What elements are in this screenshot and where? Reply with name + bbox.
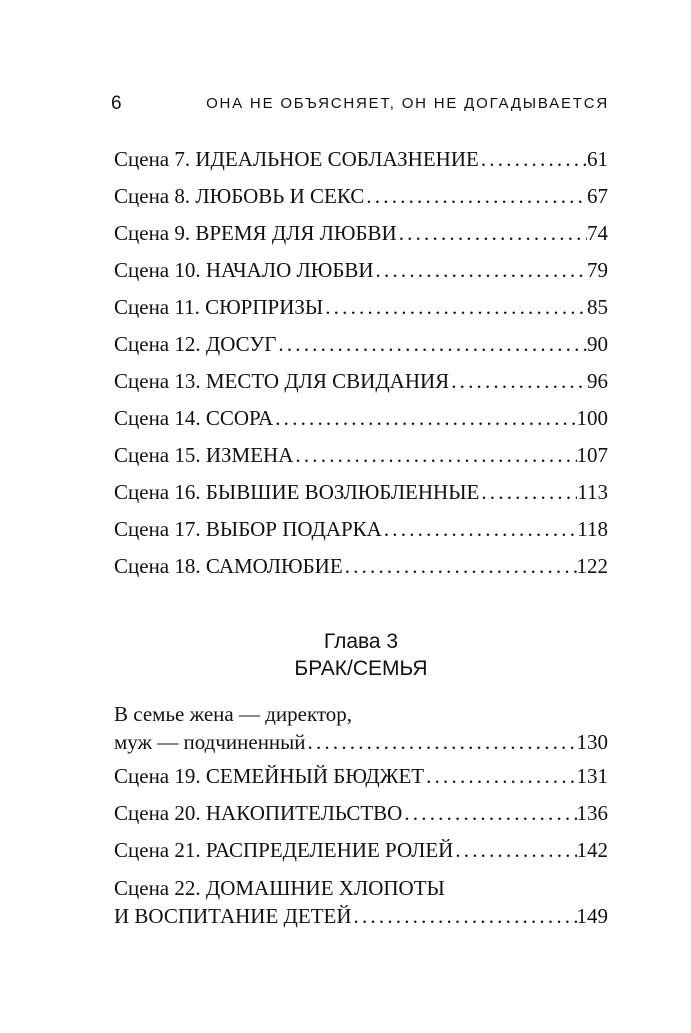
toc-entry-label: Сцена 19. СЕМЕЙНЫЙ БЮДЖЕТ: [114, 764, 425, 788]
toc-entry-page: 100: [576, 406, 608, 430]
toc-leader-dots: [397, 219, 587, 247]
toc-leader-dots: [276, 330, 587, 358]
toc-entry-page: 90: [587, 332, 608, 356]
toc-entry: [114, 515, 608, 543]
toc-entry-label: Сцена 16. БЫВШИЕ ВОЗЛЮБЛЕННЫЕ: [114, 480, 480, 504]
toc-entry-label: Сцена 10. НАЧАЛО ЛЮБВИ: [114, 258, 374, 282]
toc-entry-label: Сцена 8. ЛЮБОВЬ И СЕКС: [114, 184, 365, 208]
toc-entry-label: Сцена 18. САМОЛЮБИЕ: [114, 554, 343, 578]
toc-entry: [114, 762, 608, 790]
toc-leader-dots: [374, 256, 587, 284]
toc-entry-page: 131: [576, 764, 608, 788]
toc-entry-label: Сцена 21. РАСПРЕДЕЛЕНИЕ РОЛЕЙ: [114, 838, 454, 862]
toc-entry-label-line: Сцена 22. ДОМАШНИЕ ХЛОПОТЫ: [114, 876, 445, 900]
toc-entry: [114, 219, 608, 247]
toc-entry-page: 96: [587, 369, 608, 393]
running-title: ОНА НЕ ОБЪЯСНЯЕТ, ОН НЕ ДОГАДЫВАЕТСЯ: [206, 95, 609, 112]
toc-entry-label: Сцена 20. НАКОПИТЕЛЬСТВО: [114, 801, 403, 825]
toc-entry-label: Сцена 7. ИДЕАЛЬНОЕ СОБЛАЗНЕНИЕ: [114, 147, 479, 171]
toc-entry: [114, 552, 608, 580]
toc-leader-dots: [449, 367, 587, 395]
toc-leader-dots: [479, 145, 587, 173]
toc-leader-dots: [352, 902, 577, 930]
toc-entry-page: 130: [576, 730, 608, 754]
toc-entry-page: 136: [576, 801, 608, 825]
toc-entry-page: 113: [577, 480, 608, 504]
toc-entry: [114, 404, 608, 432]
toc-leader-dots: [306, 728, 577, 756]
page-number: 6: [111, 93, 122, 114]
toc-entry-page: 142: [576, 838, 608, 862]
toc-leader-dots: [364, 182, 587, 210]
toc-leader-dots: [453, 836, 576, 864]
toc-entry-page: 85: [587, 295, 608, 319]
toc-entry: [114, 293, 608, 321]
toc-entry: [114, 874, 608, 930]
toc-entry: [114, 700, 608, 756]
toc-entry-label: Сцена 14. ССОРА: [114, 406, 274, 430]
toc-entry-page: 67: [587, 184, 608, 208]
toc-entry: [114, 799, 608, 827]
toc-entry: [114, 256, 608, 284]
chapter-heading: [114, 628, 608, 682]
toc-leader-dots: [343, 552, 577, 580]
toc-entry: [114, 441, 608, 469]
chapter-number: Глава 3: [323, 630, 399, 653]
toc-leader-dots: [273, 404, 576, 432]
toc-entry-label: Сцена 15. ИЗМЕНА: [114, 443, 294, 467]
page-header: [111, 93, 609, 117]
toc-entry-page: 74: [587, 221, 608, 245]
toc-entry-label-line: В семье жена — директор,: [114, 702, 353, 726]
toc-leader-dots: [424, 762, 576, 790]
toc-entry-label: Сцена 13. МЕСТО ДЛЯ СВИДАНИЯ: [114, 369, 450, 393]
toc-entry: [114, 330, 608, 358]
toc-entry-page: 61: [587, 147, 608, 171]
toc-entry-page: 118: [577, 517, 608, 541]
toc-entry-page: 149: [576, 904, 608, 928]
toc-entry: [114, 478, 608, 506]
toc-entry-label: Сцена 11. СЮРПРИЗЫ: [114, 295, 324, 319]
toc-entry-label: И ВОСПИТАНИЕ ДЕТЕЙ: [114, 904, 352, 928]
toc-entry: [114, 145, 608, 173]
toc-leader-dots: [323, 293, 587, 321]
toc-entry: [114, 836, 608, 864]
toc-entry-page: 79: [587, 258, 608, 282]
toc-entry: [114, 367, 608, 395]
toc-entry-label: Сцена 17. ВЫБОР ПОДАРКА: [114, 517, 382, 541]
toc-entry: [114, 182, 608, 210]
toc-entry-label: Сцена 12. ДОСУГ: [114, 332, 277, 356]
toc-leader-dots: [402, 799, 576, 827]
toc-entry-page: 122: [576, 554, 608, 578]
chapter-title: БРАК/СЕМЬЯ: [294, 657, 428, 680]
toc-leader-dots: [382, 515, 577, 543]
toc-entry-page: 107: [576, 443, 608, 467]
toc-leader-dots: [479, 478, 577, 506]
toc-entry-label: муж — подчиненный: [114, 730, 306, 754]
toc-leader-dots: [293, 441, 576, 469]
toc-entry-label: Сцена 9. ВРЕМЯ ДЛЯ ЛЮБВИ: [114, 221, 397, 245]
